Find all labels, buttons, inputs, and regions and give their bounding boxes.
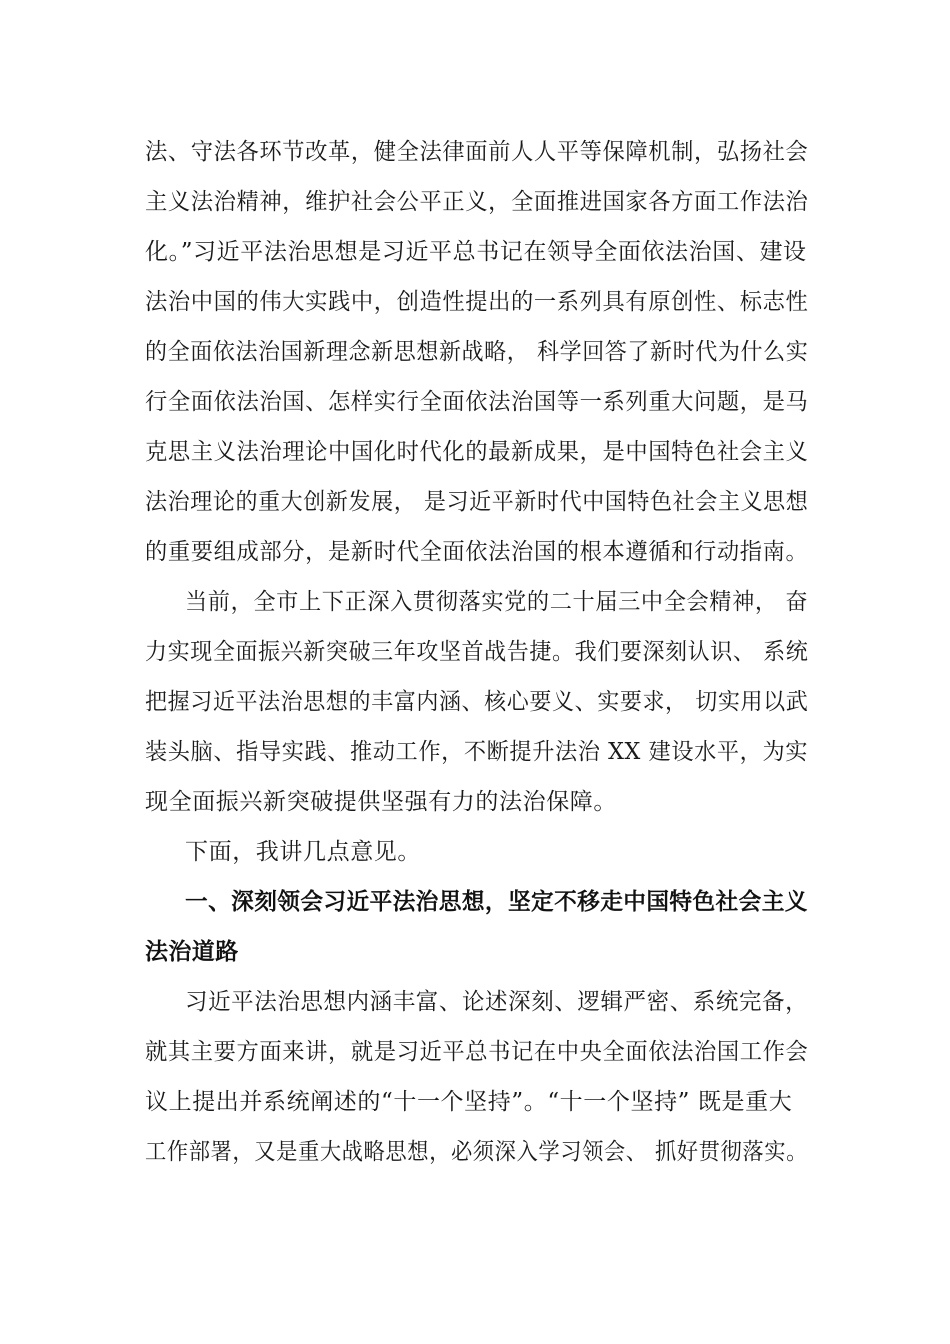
body-line-20: 议上提出并系统阐述的“十一个坚持”。“十一个坚持” 既是重大 <box>145 1089 793 1115</box>
body-line-5: 的全面依法治国新理念新思想新战略， 科学回答了新时代为什么实 <box>145 339 809 365</box>
body-line-3: 化。”习近平法治思想是习近平总书记在领导全面依法治国、建设 <box>145 239 807 265</box>
body-line-7: 克思主义法治理论中国化时代化的最新成果，是中国特色社会主义 <box>145 439 809 465</box>
body-line-19: 就其主要方面来讲，就是习近平总书记在中央全面依法治国工作会 <box>145 1039 809 1065</box>
body-line-10: 当前，全市上下正深入贯彻落实党的二十届三中全会精神， 奋 <box>185 589 809 615</box>
body-line-15: 下面，我讲几点意见。 <box>185 839 421 865</box>
body-line-11: 力实现全面振兴新突破三年攻坚首战告捷。我们要深刻认识、 系统 <box>145 639 809 665</box>
body-line-6: 行全面依法治国、怎样实行全面依法治国等一系列重大问题，是马 <box>145 389 809 415</box>
body-line-8: 法治理论的重大创新发展， 是习近平新时代中国特色社会主义思想 <box>145 489 809 515</box>
body-line-13: 装头脑、指导实践、推动工作，不断提升法治 XX 建设水平，为实 <box>145 739 809 765</box>
body-line-2: 主义法治精神，维护社会公平正义，全面推进国家各方面工作法治 <box>145 189 809 215</box>
body-line-21: 工作部署，又是重大战略思想，必须深入学习领会、 抓好贯彻落实。 <box>145 1139 808 1165</box>
body-line-1: 法、守法各环节改革，健全法律面前人人平等保障机制，弘扬社会 <box>145 139 809 165</box>
body-line-14: 现全面振兴新突破提供坚强有力的法治保障。 <box>145 789 617 815</box>
body-line-4: 法治中国的伟大实践中，创造性提出的一系列具有原创性、标志性 <box>145 289 809 315</box>
section-heading-line-2: 法治道路 <box>145 938 239 965</box>
body-line-9: 的重要组成部分，是新时代全面依法治国的根本遵循和行动指南。 <box>145 539 809 565</box>
body-line-18: 习近平法治思想内涵丰富、论述深刻、逻辑严密、系统完备， <box>185 989 809 1015</box>
body-line-12: 把握习近平法治思想的丰富内涵、核心要义、实要求， 切实用以武 <box>145 689 809 715</box>
section-heading-line-1: 一、深刻领会习近平法治思想，坚定不移走中国特色社会主义 <box>185 888 808 915</box>
